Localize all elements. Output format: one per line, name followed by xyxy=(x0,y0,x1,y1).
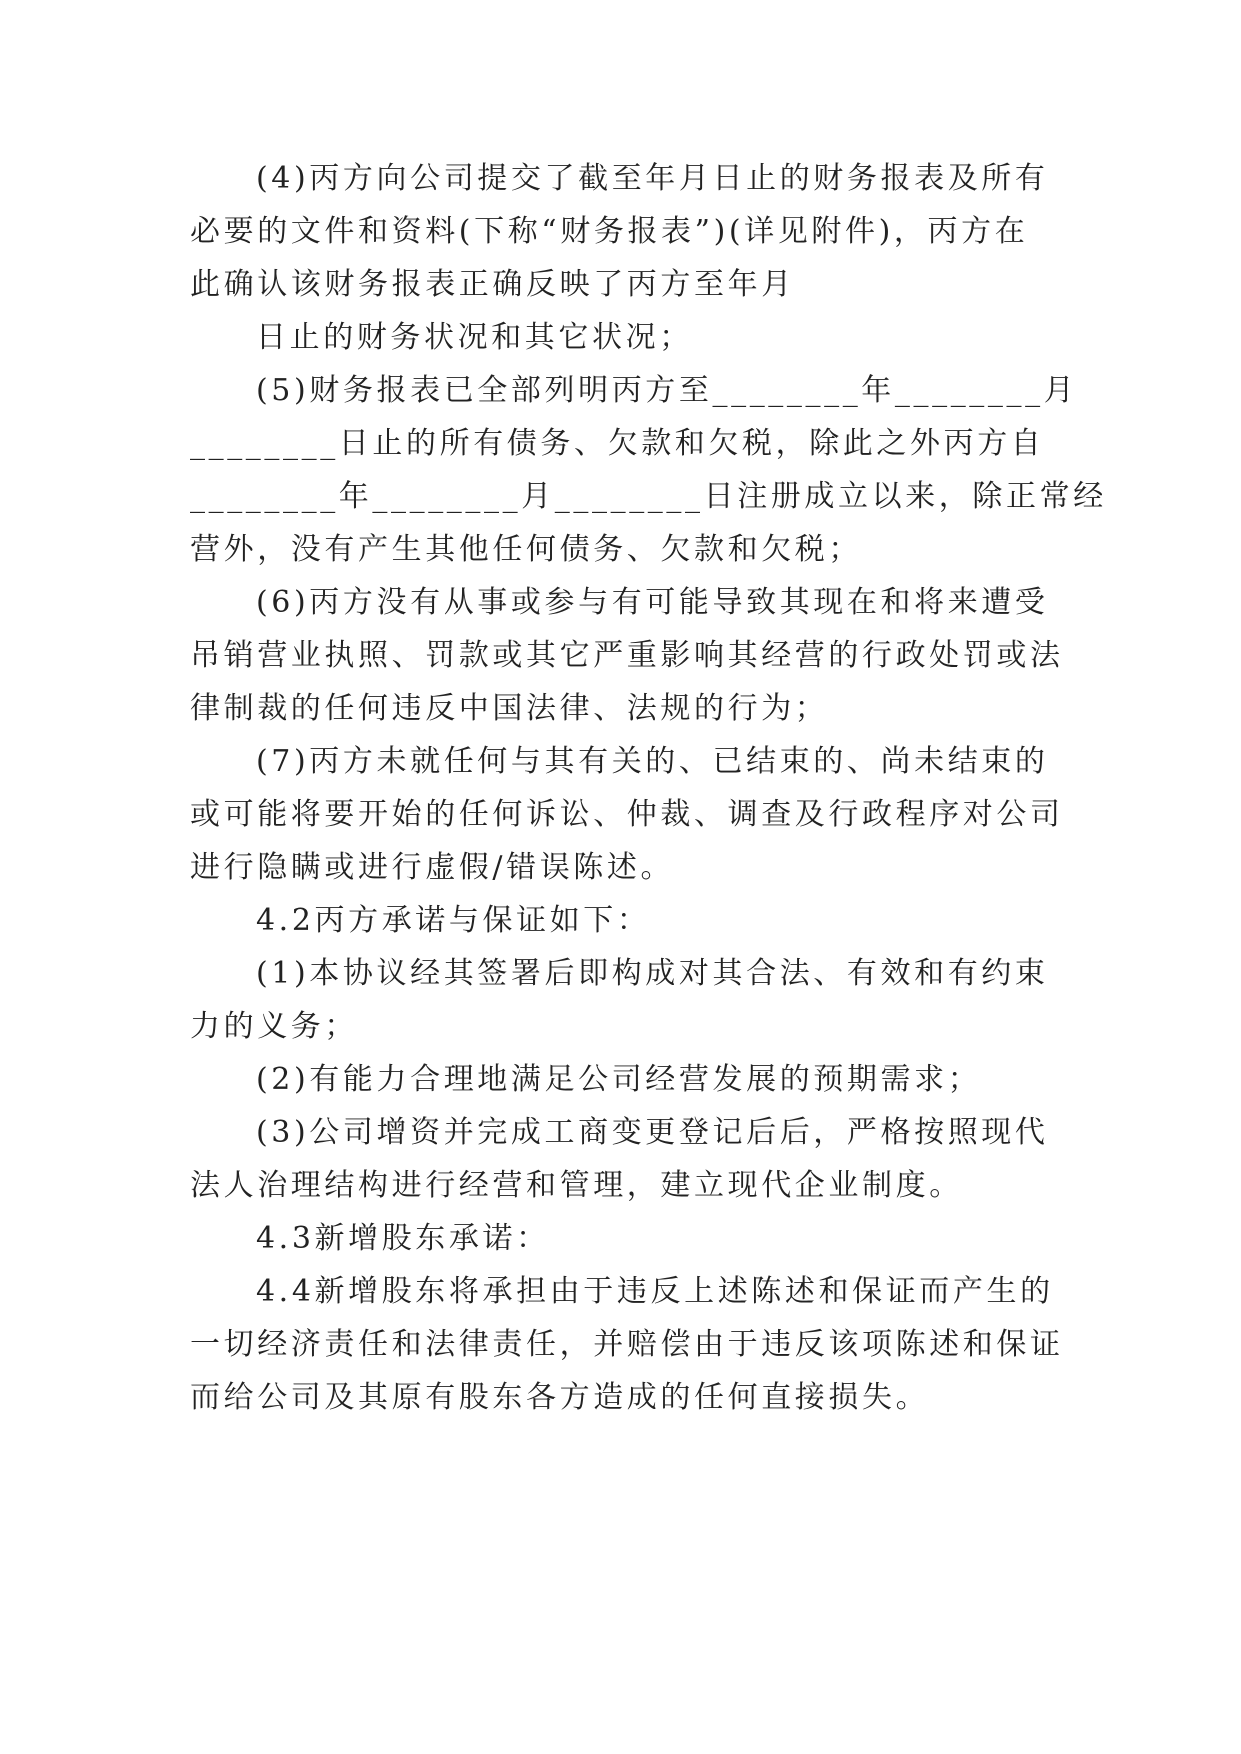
text-line: 一切经济责任和法律责任，并赔偿由于违反该项陈述和保证 xyxy=(190,1327,1064,1362)
text-line: 进行隐瞒或进行虚假/错误陈述。 xyxy=(190,850,675,885)
text-line: (3)公司增资并完成工商变更登记后后，严格按照现代 xyxy=(256,1115,1049,1150)
text-line: 此确认该财务报表正确反映了丙方至年月 xyxy=(190,267,795,302)
text-line: 4.3新增股东承诺： xyxy=(256,1221,550,1256)
text-line: 法人治理结构进行经营和管理，建立现代企业制度。 xyxy=(190,1168,963,1203)
text-line: 律制裁的任何违反中国法律、法规的行为； xyxy=(190,691,829,726)
text-line: 4.2丙方承诺与保证如下： xyxy=(256,903,651,938)
text-line: (1)本协议经其签署后即构成对其合法、有效和有约束 xyxy=(256,956,1049,991)
text-line: (5)财务报表已全部列明丙方至________年________月 xyxy=(256,373,1078,408)
text-line: ________日止的所有债务、欠款和欠税，除此之外丙方自 xyxy=(190,426,1045,461)
text-line: 或可能将要开始的任何诉讼、仲裁、调查及行政程序对公司 xyxy=(190,797,1064,832)
text-line: 4.4新增股东将承担由于违反上述陈述和保证而产生的 xyxy=(256,1274,1054,1309)
text-line: (7)丙方未就任何与其有关的、已结束的、尚未结束的 xyxy=(256,744,1049,779)
text-line: (2)有能力合理地满足公司经营发展的预期需求； xyxy=(256,1062,982,1097)
text-line: 日止的财务状况和其它状况； xyxy=(256,320,693,355)
text-line: ________年________月________日注册成立以来，除正常经 xyxy=(190,479,1107,514)
text-line: 力的义务； xyxy=(190,1009,358,1044)
text-line: 吊销营业执照、罚款或其它严重影响其经营的行政处罚或法 xyxy=(190,638,1064,673)
text-line: 而给公司及其原有股东各方造成的任何直接损失。 xyxy=(190,1380,930,1415)
text-line: 必要的文件和资料(下称“财务报表”)(详见附件)，丙方在 xyxy=(190,214,1029,249)
text-line: (6)丙方没有从事或参与有可能导致其现在和将来遭受 xyxy=(256,585,1049,620)
text-line: 营外，没有产生其他任何债务、欠款和欠税； xyxy=(190,532,862,567)
text-line: (4)丙方向公司提交了截至年月日止的财务报表及所有 xyxy=(256,161,1049,196)
